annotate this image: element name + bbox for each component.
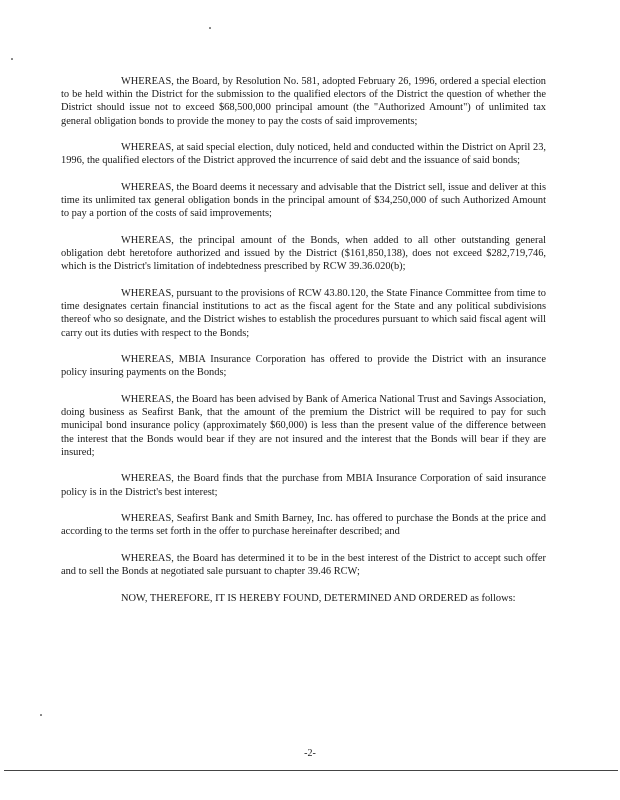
scan-speck [209, 27, 211, 29]
recital-paragraph: WHEREAS, the Board has determined it to be in the best interest of the District to accept such offer and to sell the Bonds at negotiated sale pursuant to chapter 39.46 RCW; [61, 553, 546, 578]
document-body [61, 75, 546, 605]
page-number: -2- [304, 748, 316, 759]
recital-paragraph: WHEREAS, Seafirst Bank and Smith Barney, Inc. has offered to purchase the Bonds at the price and according to the terms set forth in the offer to purchase hereinafter described; and [61, 513, 546, 538]
recital-paragraph: WHEREAS, pursuant to the provisions of RCW 43.80.120, the State Finance Committee from time to time designates certain financial institutions to act as the fiscal agent for the State and any political subdivisions thereof who so designate, and the District wishes to establish the procedures pursuant to which said fiscal agent will carry out its duties with respect to the Bonds; [61, 288, 546, 339]
recital-paragraph: WHEREAS, the Board, by Resolution No. 581, adopted February 26, 1996, ordered a special election to be held within the District for the submission to the qualified electors of the District the question of whether the District should issue not to exceed $68,500,000 principal amount (the "Authorized Amount") of unlimited tax general obligation bonds to provide the money to pay the costs of said improvements; [61, 76, 546, 127]
scan-speck [40, 714, 42, 716]
recital-paragraph: WHEREAS, the Board finds that the purchase from MBIA Insurance Corporation of said insurance policy is in the District's best interest; [61, 473, 546, 498]
recital-paragraph: WHEREAS, the Board has been advised by Bank of America National Trust and Savings Association, doing business as Seafirst Bank, that the amount of the premium the District will be required to pay for such municipal bond insurance policy (approximately $60,000) is less than the present value of the difference between the interest that the Bonds would bear if they are not insured and the interest that the Bonds will bear if they are insured; [61, 394, 546, 458]
ordering-paragraph: NOW, THEREFORE, IT IS HEREBY FOUND, DETERMINED AND ORDERED as follows: [121, 592, 516, 604]
footer-rule [4, 770, 618, 771]
recital-paragraph: WHEREAS, the Board deems it necessary and advisable that the District sell, issue and deliver at this time its unlimited tax general obligation bonds in the principal amount of $34,250,000 of such Authorized Amount to pay a portion of the costs of said improvements; [61, 182, 546, 220]
scan-speck [11, 58, 13, 60]
recital-paragraph: WHEREAS, the principal amount of the Bonds, when added to all other outstanding general obligation debt heretofore authorized and issued by the District ($161,850,138), does not exceed $282,719,746, which is the District's limitation of indebtedness prescribed by RCW 39.36.020(b); [61, 235, 546, 273]
recital-paragraph: WHEREAS, at said special election, duly noticed, held and conducted within the District on April 23, 1996, the qualified electors of the District approved the incurrence of said debt and the issuance of said bonds; [61, 142, 546, 167]
recital-paragraph: WHEREAS, MBIA Insurance Corporation has offered to provide the District with an insurance policy insuring payments on the Bonds; [61, 354, 546, 379]
